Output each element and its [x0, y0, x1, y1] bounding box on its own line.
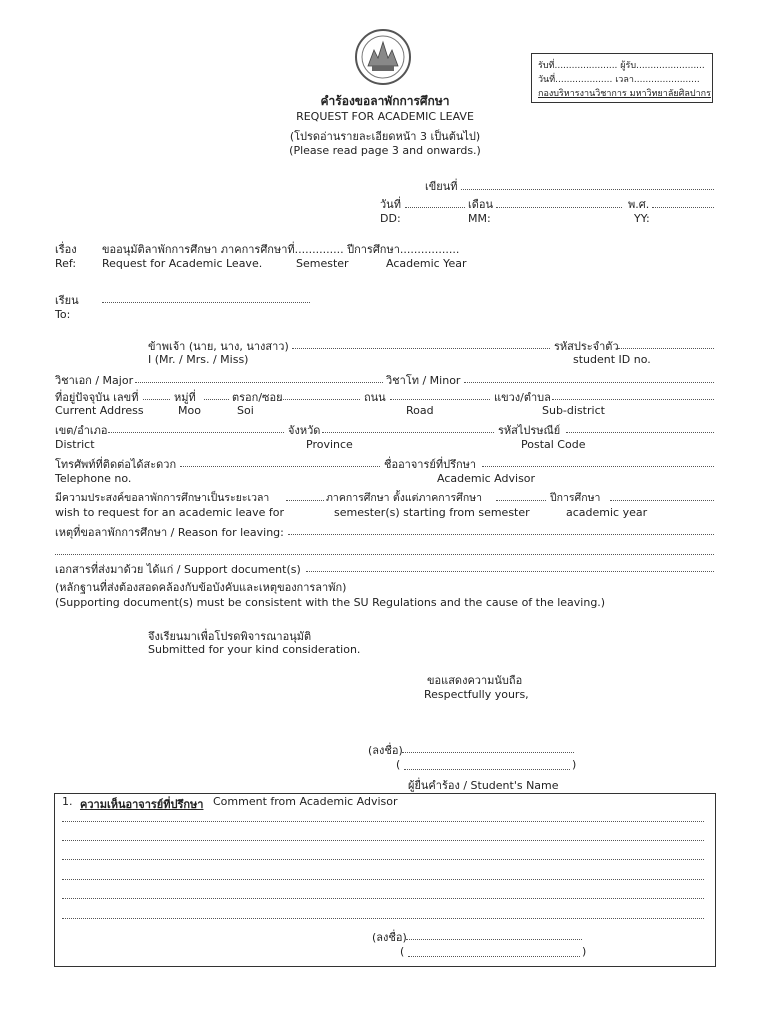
yy-label: YY: [634, 212, 650, 225]
postal-code-field[interactable] [566, 432, 714, 433]
postal-label-thai: รหัสไปรษณีย์ [498, 424, 561, 437]
advisor-section-title-english: Comment from Academic Advisor [213, 795, 398, 808]
advisor-sign-label: (ลงชื่อ) [372, 931, 407, 944]
district-label-thai: เขต/อำเภอ [55, 424, 108, 437]
district-label-english: District [55, 438, 95, 451]
advisor-comment-line-1[interactable] [62, 821, 704, 822]
advisor-printed-name-field[interactable] [408, 956, 580, 957]
soi-field[interactable] [280, 399, 360, 400]
to-label-english: To: [55, 308, 71, 321]
leave-duration-field[interactable] [286, 500, 324, 501]
student-name-caption: ผู้ยื่นคำร้อง / Student's Name [408, 779, 559, 792]
reason-field-line-2[interactable] [55, 554, 714, 555]
to-field[interactable] [102, 302, 310, 303]
student-id-label-english: student ID no. [573, 353, 651, 366]
advisor-section-number: 1. [62, 795, 73, 808]
written-at-label: เขียนที่ [425, 180, 458, 193]
advisor-paren-close: ) [582, 945, 587, 958]
subdistrict-label-thai: แขวง/ตำบล [494, 391, 551, 404]
stamp-line-date: วันที่.................... เวลา....................... [538, 75, 700, 85]
student-printed-name-field[interactable] [404, 769, 570, 770]
stamp-line-office: กองบริหารงานวิชาการ มหาวิทยาลัยศิลปากร [538, 89, 711, 99]
district-field[interactable] [108, 432, 284, 433]
telephone-label-english: Telephone no. [55, 472, 132, 485]
advisor-comment-line-2[interactable] [62, 840, 704, 841]
moo-label-english: Moo [178, 404, 201, 417]
to-label-thai: เรียน [55, 294, 79, 307]
advisor-comment-line-6[interactable] [62, 918, 704, 919]
telephone-field[interactable] [180, 466, 380, 467]
subdistrict-label-english: Sub-district [542, 404, 605, 417]
subtitle-english: (Please read page 3 and onwards.) [289, 144, 481, 157]
name-field[interactable] [292, 348, 550, 349]
province-field[interactable] [322, 432, 494, 433]
advisor-label-english: Academic Advisor [437, 472, 536, 485]
wish-text-english-2: semester(s) starting from semester [334, 506, 530, 519]
mm-label: MM: [468, 212, 491, 225]
road-label-thai: ถนน [364, 391, 386, 404]
soi-label-thai: ตรอก/ซอย [232, 391, 283, 404]
month-field[interactable] [496, 207, 622, 208]
support-note-english: (Supporting document(s) must be consistent with the SU Regulations and the cause of the leaving.) [55, 596, 606, 609]
moo-field[interactable] [204, 399, 229, 400]
major-label: วิชาเอก / Major [55, 374, 134, 387]
minor-label: วิชาโท / Minor [386, 374, 461, 387]
dd-label: DD: [380, 212, 401, 225]
consideration-thai: จึงเรียนมาเพื่อโปรดพิจารณาอนุมัติ [148, 630, 312, 643]
moo-label-thai: หมู่ที่ [174, 391, 196, 404]
advisor-paren-open: ( [400, 945, 405, 958]
major-field[interactable] [135, 382, 383, 383]
wish-text-english-3: academic year [566, 506, 648, 519]
date-month-label: เดือน [468, 198, 494, 211]
house-no-field[interactable] [143, 399, 170, 400]
minor-field[interactable] [464, 382, 714, 383]
wish-text-english-1: wish to request for an academic leave for [55, 506, 284, 519]
name-paren-close: ) [572, 758, 577, 771]
start-semester-field[interactable] [496, 500, 546, 501]
advisor-signature-field[interactable] [406, 939, 582, 940]
subject-label-english: Ref: [55, 257, 77, 270]
title-english: REQUEST FOR ACADEMIC LEAVE [296, 110, 474, 123]
student-id-field[interactable] [618, 348, 714, 349]
advisor-field[interactable] [482, 466, 714, 467]
day-field[interactable] [405, 207, 465, 208]
support-docs-label: เอกสารที่ส่งมาด้วย ได้แก่ / Support document(s) [55, 563, 301, 576]
wish-text-thai-3: ปีการศึกษา [550, 492, 601, 504]
name-label-thai: ข้าพเจ้า (นาย, นาง, นางสาว) [148, 340, 289, 353]
advisor-comment-line-5[interactable] [62, 898, 704, 899]
written-at-field[interactable] [461, 189, 714, 190]
advisor-section-title-thai: ความเห็นอาจารย์ที่ปรึกษา [80, 798, 204, 811]
soi-label-english: Soi [237, 404, 254, 417]
respectfully-thai: ขอแสดงความนับถือ [427, 674, 523, 687]
respectfully-english: Respectfully yours, [424, 688, 529, 701]
subdistrict-field[interactable] [552, 399, 714, 400]
telephone-label-thai: โทรศัพท์ที่ติดต่อได้สะดวก [55, 458, 177, 471]
academic-year-label: Academic Year [386, 257, 467, 270]
semester-label: Semester [296, 257, 349, 270]
student-id-label-thai: รหัสประจำตัว [554, 340, 619, 353]
wish-text-thai-1: มีความประสงค์ขอลาพักการศึกษาเป็นระยะเวลา [55, 492, 270, 504]
wish-text-thai-2: ภาคการศึกษา ตั้งแต่ภาคการศึกษา [326, 492, 483, 504]
road-field[interactable] [390, 399, 490, 400]
university-seal-logo [354, 28, 412, 86]
road-label-english: Road [406, 404, 434, 417]
advisor-comment-line-4[interactable] [62, 879, 704, 880]
address-label-thai: ที่อยู่ปัจจุบัน เลขที่ [55, 391, 139, 404]
address-label-english: Current Address [55, 404, 144, 417]
name-label-english: I (Mr. / Mrs. / Miss) [148, 353, 249, 366]
support-docs-field[interactable] [306, 571, 714, 572]
subject-text-thai: ขออนุมัติลาพักการศึกษา ภาคการศึกษาที่.............. ปีการศึกษา................. [102, 243, 460, 256]
support-note-thai: (หลักฐานที่ส่งต้องสอดคล้องกับข้อบังคับและเหตุของการลาพัก) [55, 581, 347, 594]
province-label-english: Province [306, 438, 353, 451]
advisor-label-thai: ชื่ออาจารย์ที่ปรึกษา [384, 458, 477, 471]
advisor-comment-line-3[interactable] [62, 859, 704, 860]
stamp-line-received: รับที่...................... ผู้รับ........................ [538, 61, 705, 71]
subject-label-thai: เรื่อง [55, 243, 77, 256]
reason-label: เหตุที่ขอลาพักการศึกษา / Reason for leaving: [55, 526, 284, 539]
year-field[interactable] [652, 207, 714, 208]
title-thai: คำร้องขอลาพักการศึกษา [320, 94, 450, 108]
start-year-field[interactable] [610, 500, 714, 501]
reason-field[interactable] [288, 534, 714, 535]
postal-label-english: Postal Code [521, 438, 586, 451]
name-paren-open: ( [396, 758, 401, 771]
subtitle-thai: (โปรดอ่านรายละเอียดหน้า 3 เป็นต้นไป) [289, 130, 481, 143]
date-day-label: วันที่ [380, 198, 401, 211]
province-label-thai: จังหวัด [288, 424, 321, 437]
date-year-label: พ.ศ. [628, 198, 650, 211]
student-signature-field[interactable] [402, 752, 574, 753]
student-sign-label: (ลงชื่อ) [368, 744, 403, 757]
subject-text-english: Request for Academic Leave. [102, 257, 263, 270]
consideration-english: Submitted for your kind consideration. [148, 643, 361, 656]
